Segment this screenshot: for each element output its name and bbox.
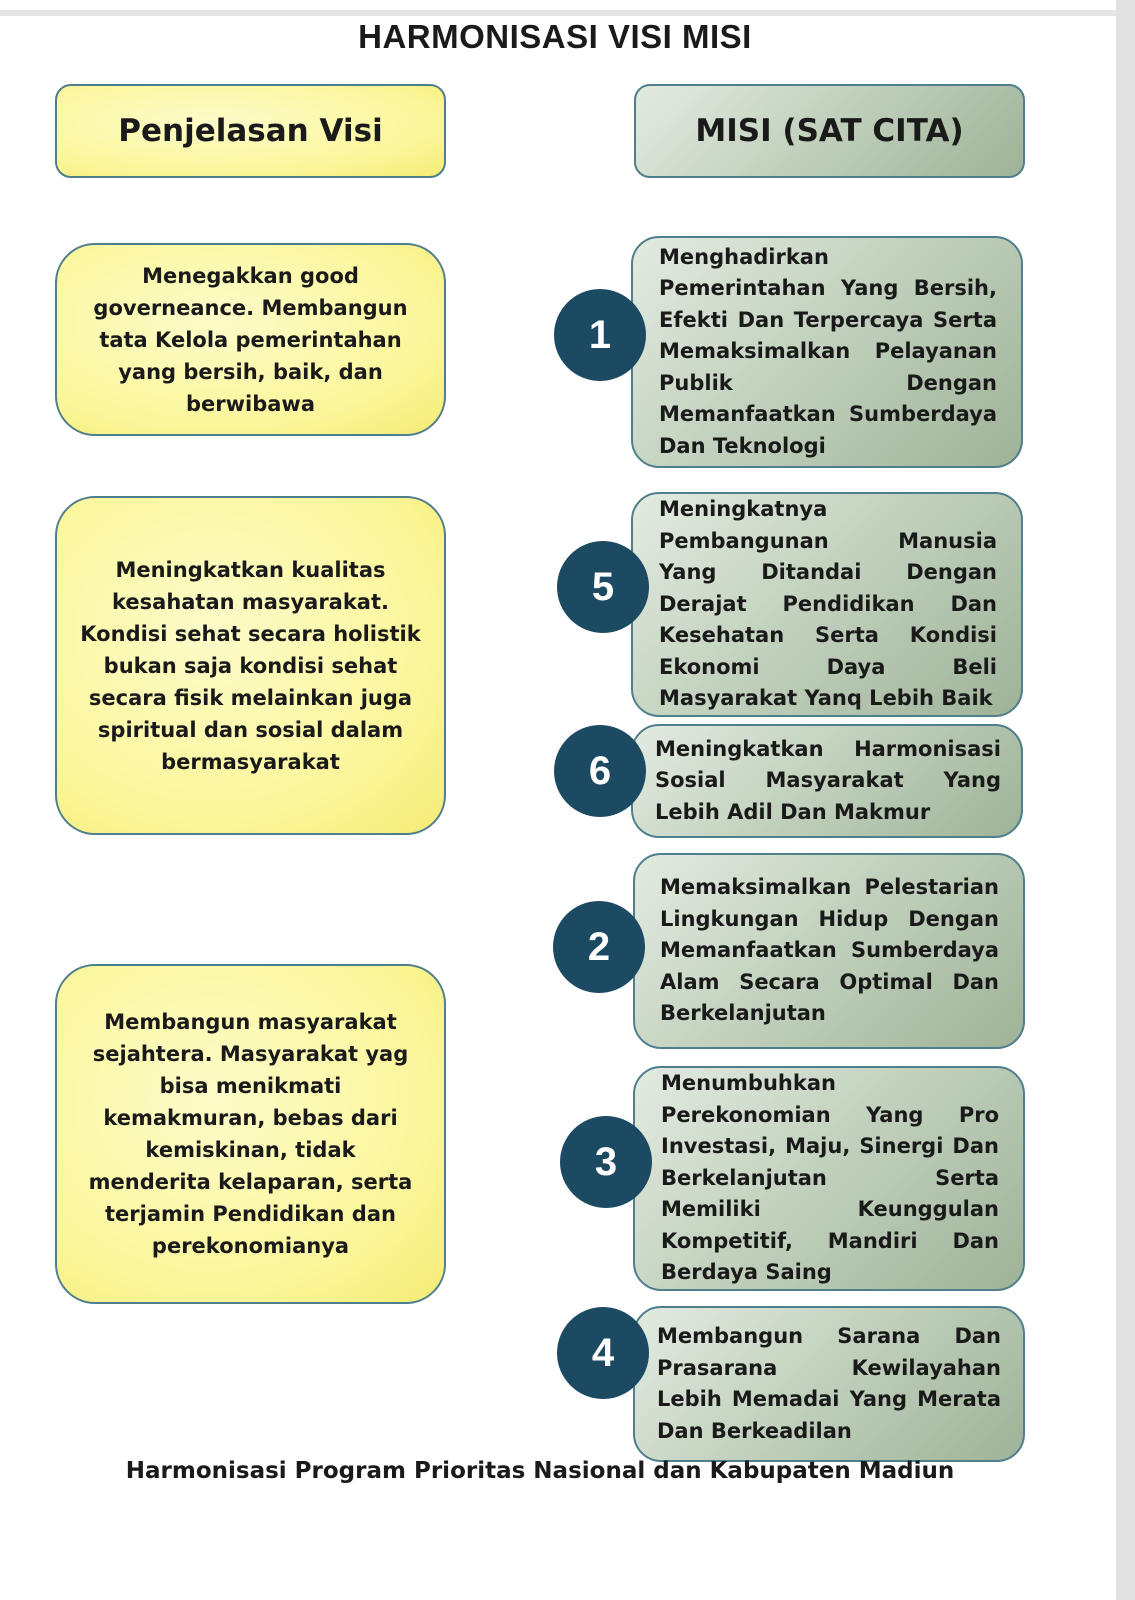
misi-number-badge-4: 4 — [557, 1307, 649, 1399]
visi-header — [55, 84, 446, 178]
misi-number-badge-2: 2 — [553, 901, 645, 993]
misi-box-3 — [633, 1066, 1025, 1291]
misi-header — [634, 84, 1025, 178]
misi-box-5 — [631, 492, 1023, 717]
misi-text-3: Menumbuhkan Perekonomian Yang Pro Investasi, Maju, Sinergi Dan Berkelanjutan Serta Memiliki Keunggulan Kompetitif, Mandiri Dan Berdaya Saing — [661, 1071, 999, 1285]
misi-box-2 — [633, 853, 1025, 1049]
misi-text-4: Membangun Sarana Dan Prasarana Kewilayahan Lebih Memadai Yang Merata Dan Berkeadilan — [657, 1324, 1001, 1443]
visi-box-3 — [55, 964, 446, 1304]
misi-box-6 — [631, 724, 1023, 838]
misi-number-badge-1: 1 — [554, 289, 646, 381]
visi-text-1: Menegakkan good governeance. Membangun tata Kelola pemerintahan yang bersih, baik, dan berwibawa — [93, 263, 408, 416]
page-title: HARMONISASI VISI MISI — [358, 18, 752, 55]
footer-caption: Harmonisasi Program Prioritas Nasional dan Kabupaten Madiun — [125, 1458, 955, 1484]
visi-header-label: Penjelasan Visi — [118, 113, 383, 149]
misi-number-badge-3: 3 — [560, 1116, 652, 1208]
visi-text-2: Meningkatkan kualitas kesahatan masyarakat. Kondisi sehat secara holistik bukan saja kondisi sehat secara fisik melainkan juga spiritual dan sosial dalam bermasyarakat — [80, 557, 421, 774]
page-top-edge — [0, 10, 1116, 16]
misi-box-1 — [631, 236, 1023, 468]
visi-text-3: Membangun masyarakat sejahtera. Masyarakat yag bisa menikmati kemakmuran, bebas dari kemiskinan, tidak menderita kelaparan, serta terjamin Pendidikan dan perekonomianya — [88, 1010, 413, 1258]
misi-text-2: Memaksimalkan Pelestarian Lingkungan Hidup Dengan Memanfaatkan Sumberdaya Alam Secara Optimal Dan Berkelanjutan — [660, 875, 999, 1026]
visi-box-2 — [55, 496, 446, 835]
misi-text-6: Meningkatkan Harmonisasi Sosial Masyarakat Yang Lebih Adil Dan Makmur — [655, 736, 1001, 824]
misi-text-5: Meningkatnya Pembangunan Manusia Yang Ditandai Dengan Derajat Pendidikan Dan Kesehatan Serta Kondisi Ekonomi Daya Beli Masyarakat Yanq Lebih Baik — [659, 497, 997, 711]
misi-text-1: Menghadirkan Pemerintahan Yang Bersih, Efekti Dan Terpercaya Serta Memaksimalkan Pelayanan Publik Dengan Memanfaatkan Sumberdaya Dan Teknologi — [659, 244, 997, 458]
misi-box-4 — [633, 1306, 1025, 1462]
page-right-edge — [1116, 0, 1135, 1600]
misi-number-badge-6: 6 — [554, 725, 646, 817]
visi-box-1 — [55, 243, 446, 436]
misi-header-label: MISI (SAT CITA) — [695, 113, 964, 149]
misi-number-badge-5: 5 — [557, 541, 649, 633]
